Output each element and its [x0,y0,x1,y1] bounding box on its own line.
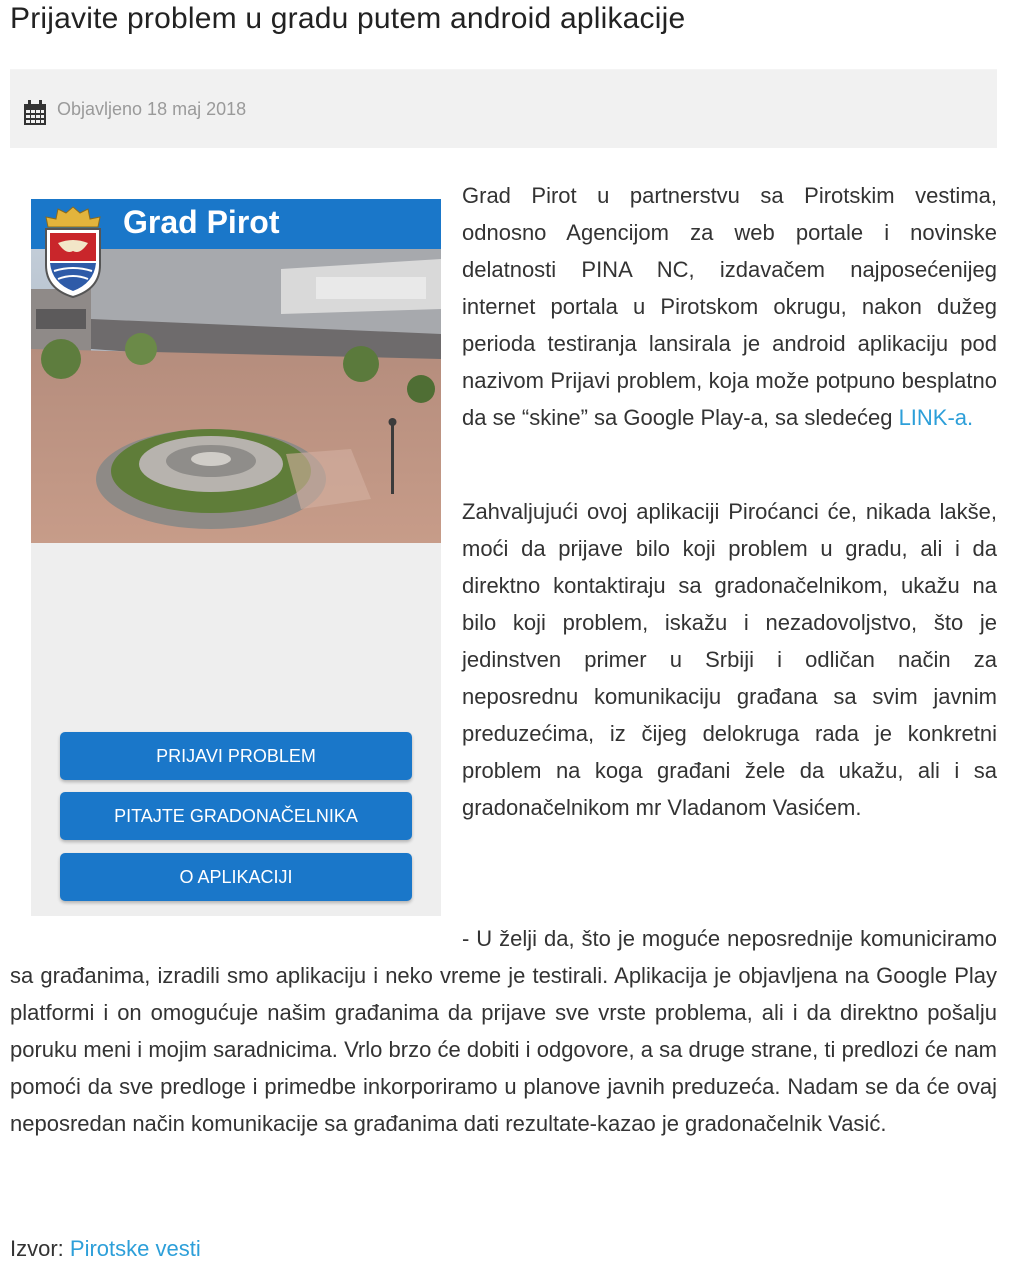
paragraph-1-text: Grad Pirot u partnerstvu sa Pirotskim vestima, odnosno Agencijom za web portale i novinske delatnosti PINA NC, izdavačem najposećenijeg internet portala u Pirotskom okrugu, nakon dužeg perioda testiranja lansirala je android aplikaciju pod nazivom Prijavi problem, koja može potpuno besplatno da se “skine” sa Google Play-a, sa sledećeg [462,183,997,430]
app-screenshot [31,199,441,916]
article-title: Prijavite problem u gradu putem android aplikacije [10,2,686,35]
article-paragraph-3: - U želji da, što je moguće neposrednije komuniciramo sa građanima, izradili smo aplikaciju i neko vreme je testirali. Aplikacija je objavljena na Google Play platformi i on omogućuje našim građanima da prijave sve vrste problema, ali i da direktno pošalju poruku meni i mojim saradnicima. Vrlo brzo će dobiti i odgovore, a sa druge strane, ti predlozi će nam pomoći da sve predloge i primedbe inkorporiramo u planove javnih preduzeća. Nadam se da će ovaj neposredan način komunikacije sa građanima dati rezultate-kazao je gradonačelnik Vasić. [10,926,997,1136]
article-paragraph-2: Zahvaljujući ovoj aplikaciji Piroćanci će, nikada lakše, moći da prijave bilo koji problem u gradu, ali i da direktno kontaktiraju sa gradonačelnikom, ukažu na bilo koji problem, iskažu i nezadovoljstvo, što je jedinstven primer u Srbiji i odličan način za neposrednu komunikaciju građana sa svim javnim preduzećima, iz čijeg delokruga rada je konkretni problem na koga građani žele da ukažu, ali i sa gradonačelnikom mr Vladanom Vasićem. [462,499,997,820]
ask-mayor-button[interactable]: PITAJTE GRADONAČELNIKA [60,792,412,840]
source-link[interactable]: Pirotske vesti [69,1236,201,1261]
source-label: Izvor: [10,1236,70,1261]
about-app-button[interactable]: O APLIKACIJI [60,853,412,901]
article-source [10,1236,201,1262]
google-play-link[interactable]: LINK-a. [898,405,974,430]
article-meta-bar [10,69,997,148]
article-paragraph-1 [462,177,997,436]
report-problem-button[interactable]: PRIJAVI PROBLEM [60,732,412,780]
city-crest-logo [40,203,106,299]
app-title: Grad Pirot [123,204,280,240]
calendar-icon [23,100,47,126]
published-date: Objavljeno 18 maj 2018 [57,99,247,119]
